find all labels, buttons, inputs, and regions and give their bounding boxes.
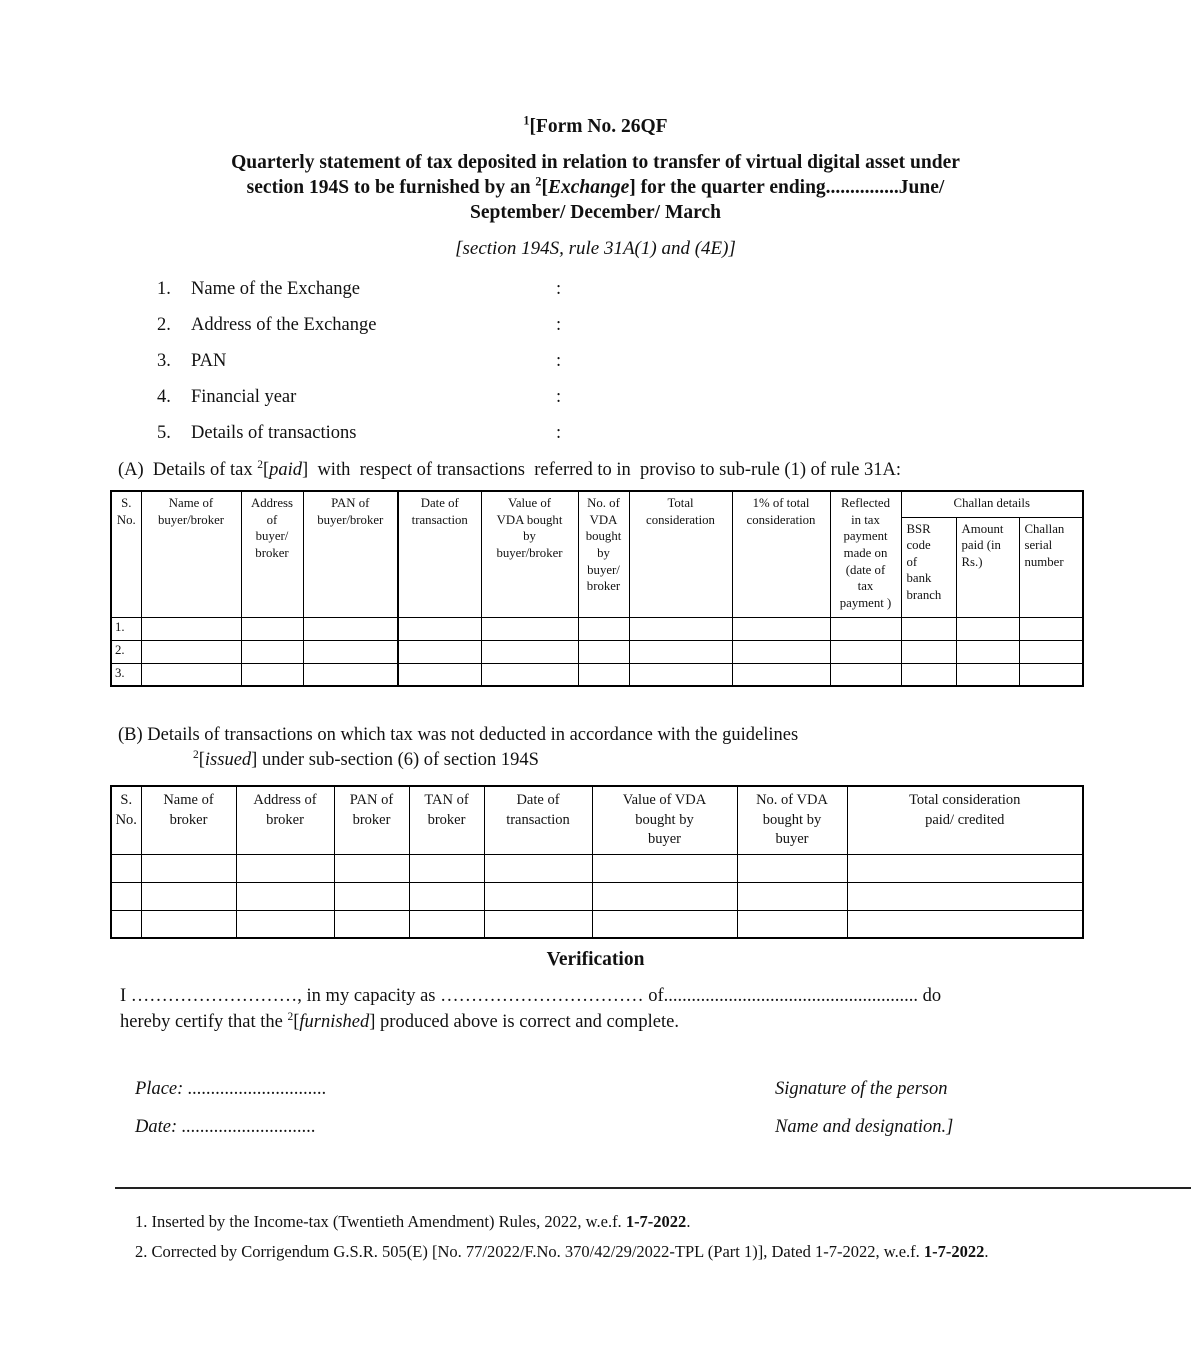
empty-cell: [241, 640, 303, 663]
empty-cell: [398, 640, 481, 663]
section-rule-reference: [section 194S, rule 31A(1) and (4E)]: [455, 238, 736, 259]
empty-cell: [901, 663, 956, 686]
col-header-sno: S. No.: [111, 786, 141, 854]
field-colon: :: [556, 351, 562, 371]
footnote-1: 1. Inserted by the Income-tax (Twentieth Amendment) Rules, 2022, w.e.f. 1-7-2022.: [135, 1212, 691, 1232]
table-a-row-3: [111, 663, 1083, 686]
empty-cell: [484, 910, 592, 938]
section-b-line-2: $^2$[issued] under sub-section (6) of section 194S: [193, 748, 539, 770]
footnote-2: 2. Corrected by Corrigendum G.S.R. 505(E) [No. 77/2022/F.No. 370/42/29/2022-TPL (Part 1)], Dated 1-7-2022, w.e.f. 1-7-2022.: [135, 1242, 989, 1262]
date-line: Date: .............................: [135, 1117, 316, 1138]
signature-line: Signature of the person: [775, 1079, 948, 1100]
empty-cell: [111, 910, 141, 938]
col-header-total-consideration-paid: Total consideration paid/ credited: [847, 786, 1083, 854]
col-header-name-broker: Name of broker: [141, 786, 236, 854]
section-b-heading: [118, 723, 1071, 773]
section-b-line-1: (B) Details of transactions on which tax was not deducted in accordance with the guidelines: [118, 725, 799, 745]
table-a-row-2: [111, 640, 1083, 663]
effective-date: 1-7-2022: [923, 1242, 985, 1262]
field-label: Financial year: [191, 387, 297, 407]
field-label: Details of transactions: [191, 423, 357, 443]
empty-cell: [398, 663, 481, 686]
row-number-cell: 3.: [111, 663, 141, 686]
table-b-row-2: [111, 882, 1083, 910]
col-header-tan-broker: TAN of broker: [409, 786, 484, 854]
col-header-value-vda-buyer: Value of VDA bought by buyer: [592, 786, 737, 854]
field-number: 5.: [157, 423, 171, 443]
empty-cell: [334, 910, 409, 938]
row-number-cell: 2.: [111, 640, 141, 663]
empty-cell: [236, 882, 334, 910]
empty-cell: [956, 663, 1019, 686]
empty-cell: [481, 663, 578, 686]
col-header-no-vda-buyer: No. of VDA bought by buyer: [737, 786, 847, 854]
empty-cell: [409, 854, 484, 882]
field-number: 3.: [157, 351, 171, 371]
empty-cell: [737, 854, 847, 882]
col-header-total-consideration: Total consideration: [629, 491, 732, 617]
empty-cell: [303, 617, 398, 640]
empty-cell: [901, 640, 956, 663]
field-name-of-exchange: [157, 278, 1191, 300]
verification-line-1: I ………………………, in my capacity as …………………………… of....................................................... do: [120, 986, 942, 1007]
footnote-ref-2: 2: [193, 748, 199, 761]
col-header-amount-paid: Amount paid (in Rs.): [956, 517, 1019, 617]
empty-cell: [732, 663, 830, 686]
empty-cell: [830, 663, 901, 686]
heading-line-1: Quarterly statement of tax deposited in relation to transfer of virtual digital asset under: [231, 152, 960, 173]
field-colon: :: [556, 315, 562, 335]
row-number-cell: 1.: [111, 617, 141, 640]
field-label: Name of the Exchange: [191, 279, 360, 299]
empty-cell: [629, 663, 732, 686]
col-header-challan-serial: Challan serial number: [1019, 517, 1083, 617]
issued-italic: issued: [204, 750, 252, 770]
empty-cell: [398, 617, 481, 640]
empty-cell: [901, 617, 956, 640]
empty-cell: [592, 910, 737, 938]
empty-cell: [141, 882, 236, 910]
empty-cell: [578, 617, 629, 640]
field-label: PAN: [191, 351, 227, 371]
empty-cell: [737, 910, 847, 938]
empty-cell: [830, 640, 901, 663]
table-b-row-1: [111, 854, 1083, 882]
col-header-name: Name of buyer/broker: [141, 491, 241, 617]
field-financial-year: [157, 386, 1191, 408]
table-a-tax-paid-details: [110, 490, 1084, 687]
footnote-ref-2: 2: [287, 1011, 294, 1024]
table-b-header-row: [111, 786, 1083, 854]
field-address-of-exchange: [157, 314, 1191, 336]
field-number: 1.: [157, 279, 171, 299]
col-header-bsr-code: BSR code of bank branch: [901, 517, 956, 617]
field-pan: [157, 350, 1191, 372]
form-field-list: [157, 278, 1191, 444]
empty-cell: [732, 617, 830, 640]
col-header-date-transaction: Date of transaction: [484, 786, 592, 854]
empty-cell: [236, 854, 334, 882]
empty-cell: [484, 854, 592, 882]
empty-cell: [303, 663, 398, 686]
empty-cell: [481, 640, 578, 663]
empty-cell: [732, 640, 830, 663]
footnote-ref-2: 2: [535, 174, 542, 189]
exchange-italic: Exchange: [547, 177, 630, 198]
empty-cell: [578, 640, 629, 663]
furnished-italic: furnished: [299, 1012, 370, 1033]
place-date-block: [135, 1077, 775, 1153]
col-header-address-broker: Address of broker: [236, 786, 334, 854]
empty-cell: [629, 617, 732, 640]
empty-cell: [141, 617, 241, 640]
empty-cell: [1019, 617, 1083, 640]
field-number: 4.: [157, 387, 171, 407]
empty-cell: [141, 910, 236, 938]
empty-cell: [1019, 640, 1083, 663]
empty-cell: [847, 910, 1083, 938]
empty-cell: [141, 663, 241, 686]
empty-cell: [847, 854, 1083, 882]
footnote-divider: [115, 1187, 1191, 1189]
col-header-sno: S. No.: [111, 491, 141, 617]
empty-cell: [111, 854, 141, 882]
empty-cell: [592, 882, 737, 910]
verification-heading: Verification: [546, 949, 645, 971]
footnote-ref-2: 2: [257, 458, 263, 471]
empty-cell: [334, 854, 409, 882]
table-b-no-tds-details: [110, 785, 1084, 939]
field-label: Address of the Exchange: [191, 315, 377, 335]
heading-line-2: section 194S to be furnished by an $^2$[Exchange] for the quarter ending...............June/: [246, 174, 945, 198]
empty-cell: [111, 882, 141, 910]
form-number-text: [Form No. 26QF: [529, 116, 668, 137]
paid-italic: paid: [269, 460, 303, 480]
col-group-challan-details: Challan details: [901, 491, 1083, 517]
effective-date: 1-7-2022: [625, 1212, 687, 1232]
empty-cell: [241, 663, 303, 686]
form-main-heading: [116, 150, 1076, 225]
empty-cell: [484, 882, 592, 910]
empty-cell: [334, 882, 409, 910]
field-colon: :: [556, 279, 562, 299]
empty-cell: [578, 663, 629, 686]
verification-paragraph: I ………………………, in my capacity as …………………………… of....................................................... do hereby certify that the $^2$[furnished] produced above is correct and complete.: [120, 986, 942, 1033]
empty-cell: [629, 640, 732, 663]
empty-cell: [409, 910, 484, 938]
col-header-date: Date of transaction: [398, 491, 481, 617]
empty-cell: [303, 640, 398, 663]
table-a-row-1: [111, 617, 1083, 640]
empty-cell: [592, 854, 737, 882]
form-number-title: [0, 113, 1191, 138]
empty-cell: [830, 617, 901, 640]
table-a-header-row-1: [111, 491, 1083, 517]
field-details-of-transactions: [157, 422, 1191, 444]
col-header-address: Address of buyer/ broker: [241, 491, 303, 617]
empty-cell: [141, 640, 241, 663]
table-b-row-3: [111, 910, 1083, 938]
field-number: 2.: [157, 315, 171, 335]
empty-cell: [956, 617, 1019, 640]
footnotes-block: [135, 1207, 1151, 1267]
signoff-block: [135, 1077, 1191, 1153]
empty-cell: [241, 617, 303, 640]
place-line: Place: ..............................: [135, 1079, 327, 1100]
col-header-value-vda: Value of VDA bought by buyer/broker: [481, 491, 578, 617]
footnote-ref-1: 1: [523, 113, 530, 128]
heading-line-3: September/ December/ March: [470, 202, 721, 223]
empty-cell: [141, 854, 236, 882]
col-header-pan: PAN of buyer/broker: [303, 491, 398, 617]
empty-cell: [737, 882, 847, 910]
empty-cell: [236, 910, 334, 938]
col-header-reflected: Reflected in tax payment made on (date of tax payment ): [830, 491, 901, 617]
col-header-pan-broker: PAN of broker: [334, 786, 409, 854]
field-colon: :: [556, 423, 562, 443]
section-a-heading: (A) Details of tax $^2$[paid] with respect of transactions referred to in proviso to sub-rule (1) of rule 31A:: [118, 458, 902, 480]
empty-cell: [409, 882, 484, 910]
empty-cell: [481, 617, 578, 640]
empty-cell: [1019, 663, 1083, 686]
empty-cell: [847, 882, 1083, 910]
signature-block: [775, 1077, 953, 1153]
empty-cell: [956, 640, 1019, 663]
col-header-one-percent: 1% of total consideration: [732, 491, 830, 617]
name-designation-line: Name and designation.]: [775, 1117, 954, 1138]
field-colon: :: [556, 387, 562, 407]
col-header-no-vda: No. of VDA bought by buyer/ broker: [578, 491, 629, 617]
